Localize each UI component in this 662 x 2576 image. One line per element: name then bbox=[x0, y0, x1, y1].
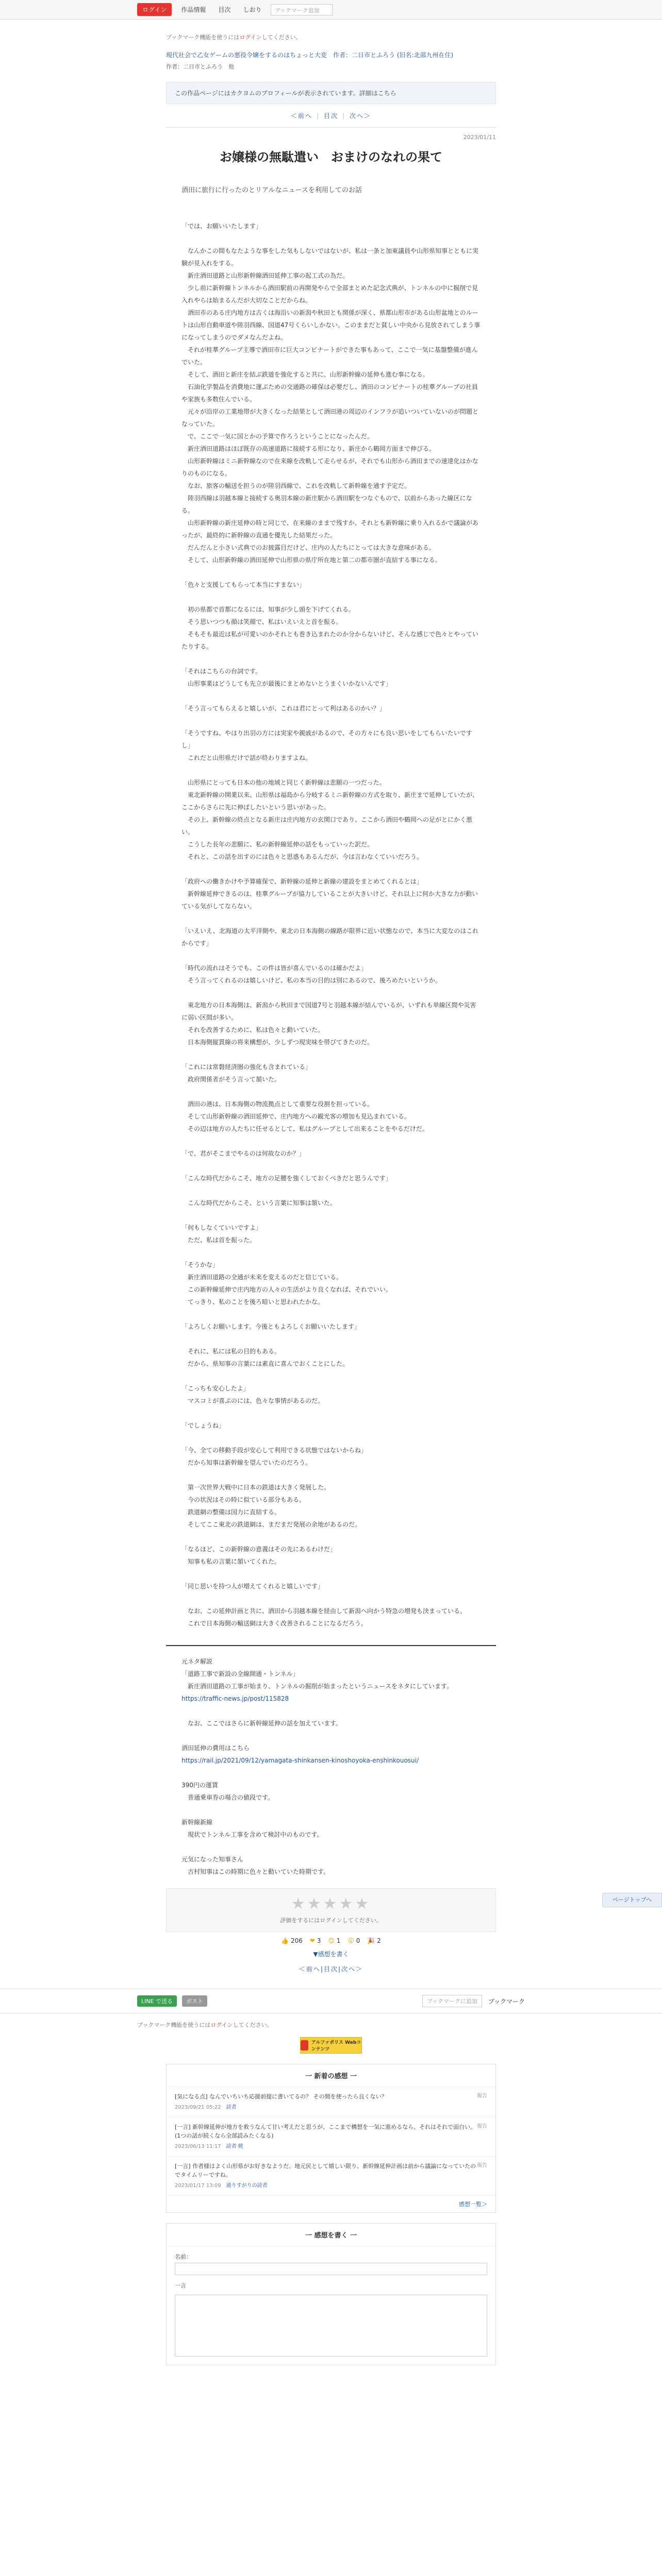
body-paragraph: 東北地方の日本海側は、新潟から秋田まで国道7号と羽越本線が結んでいるが、いずれも単線区間や災害に弱い区間が多い。 bbox=[181, 1002, 476, 1021]
paragraph-gap bbox=[181, 1469, 481, 1481]
body-paragraph: そもそも最近は私が可愛いのかそれとも巻き込まれたのか分からないけど、そんな感じで色々とやっていたりする。 bbox=[181, 631, 479, 650]
paragraph-gap bbox=[181, 1048, 481, 1061]
notice-login-link[interactable]: ログイン bbox=[210, 2022, 233, 2028]
paragraph-gap bbox=[181, 1135, 481, 1147]
body-paragraph: その辺は地方の人たちに任せるとして、私はグループとして出来ることをやるだけだ。 bbox=[181, 1125, 428, 1132]
paragraph-gap bbox=[181, 1407, 481, 1419]
body-paragraph: この新幹線延伸で庄内地方の人々の生活がより良くなれば、それでいい。 bbox=[181, 1286, 392, 1293]
note-paragraph: 現状でトンネル工事を含めて検討中のものです。 bbox=[181, 1831, 323, 1838]
body-paragraph: そう思いつつも顔は笑顔で、私はいえいえと首を振る。 bbox=[181, 618, 342, 625]
prev-link[interactable]: ＜前へ bbox=[290, 112, 312, 120]
reaction-count: 2 bbox=[377, 1937, 381, 1944]
banner-logo-icon bbox=[301, 2040, 308, 2050]
body-paragraph: 「そうかな」 bbox=[181, 1261, 219, 1268]
body-paragraph: 新庄酒田道路の全通が未来を変えるのだと信じている。 bbox=[181, 1274, 343, 1281]
login-button[interactable]: ログイン bbox=[137, 3, 172, 16]
body-paragraph: それを改善するために、私は色々と動いていた。 bbox=[181, 1026, 324, 1033]
body-paragraph: それと、この話を出すのには色々と思惑もあるんだが、今は言わなくていいだろう。 bbox=[181, 853, 423, 860]
body-paragraph: 元々が沿岸の工業地帯が大きくなった結果として酒田港の周辺のインフラが追いついていないのが問題となっていた。 bbox=[181, 408, 479, 428]
body-paragraph: 山形事業はどうしても先立が最後にまとめないとうまくいかないんです」 bbox=[181, 680, 392, 687]
party-icon: 🎉 bbox=[367, 1937, 375, 1944]
body-paragraph: なお、旅客の輸送を担うのが陸羽西線で、これを改軌して新幹線を通す予定だ。 bbox=[181, 482, 410, 489]
afterword-notes bbox=[181, 1668, 481, 1878]
afterword-separator bbox=[166, 1645, 496, 1646]
body-paragraph: 「よろしくお願いします。今後ともよろしくお願いいたします」 bbox=[181, 1323, 361, 1330]
body-paragraph: これで日本海側の輸送網は大きく改善されることになるだろう。 bbox=[181, 1620, 368, 1627]
body-paragraph: それが桂華グループ主導で酒田市に巨大コンビナートができた事もあって、ここで一気に基盤整備が進んでいた。 bbox=[181, 346, 478, 366]
paragraph-gap bbox=[181, 1804, 481, 1816]
prev-link[interactable]: ＜前へ bbox=[299, 1965, 321, 1973]
body-paragraph: だから、県知事の言葉には素直に喜んでおくことにした。 bbox=[181, 1360, 349, 1367]
notice-text: ブックマーク機能を使うには bbox=[166, 34, 240, 41]
episode-body bbox=[166, 220, 496, 1630]
paragraph-gap bbox=[181, 1432, 481, 1444]
review-text: [一言] 新幹線延伸が地方を救うなんて甘い考えだと思うが、ここまで構想を一気に進めるなら、それはそれで面白い。(1つの話が続くなら全部読みたくなる) bbox=[175, 2123, 476, 2140]
paragraph-gap bbox=[181, 987, 481, 999]
body-paragraph: 東北新幹線の開業以来、山形県は福島から分岐するミニ新幹線の方式を取り、新庄まで延伸していたが、ここからさらに先に伸ばしたいという思いがあった。 bbox=[181, 791, 479, 811]
body-paragraph: 政府関係者がそう言って頷いた。 bbox=[181, 1076, 281, 1083]
name-field[interactable] bbox=[175, 2263, 487, 2275]
report-link[interactable]: 報告 bbox=[477, 2123, 487, 2129]
body-paragraph: 少し前に新幹線トンネルから酒田駅前の再開発やらで全部まとめた記念式典が、トンネルの中に掘削で見入れやらは始まるんだが大切なことだからね。 bbox=[181, 284, 478, 304]
body-paragraph: 「いえいえ、北海道の太平洋側や、東北の日本海側の線路が限界に近い状態なので、本当に大変なのはこれからです」 bbox=[181, 927, 479, 947]
body-paragraph: 「で、君がそこまでやるのは何故なのか？」 bbox=[181, 1150, 305, 1157]
body-paragraph: そして、酒田と新庄を結ぶ鉄道を強化すると共に、山形新幹線の延伸も進む事になる。 bbox=[181, 371, 429, 378]
body-paragraph: 「今、全ての移動手段が安心して利用できる状態ではないからね」 bbox=[181, 1447, 368, 1454]
body-paragraph: 鉄道網の整備は国力に直結する。 bbox=[181, 1509, 281, 1516]
toc-link[interactable]: 目次 bbox=[323, 112, 338, 120]
body-paragraph: 「なるほど、この新幹線の意義はその先にあるわけだ」 bbox=[181, 1546, 337, 1553]
rating-box bbox=[166, 1888, 496, 1932]
body-paragraph: それに、私には私の目的もある。 bbox=[181, 1348, 281, 1355]
paragraph-gap bbox=[181, 1246, 481, 1259]
work-title-link[interactable]: 現代社会で乙女ゲームの悪役令嬢をするのはちょっと大変 作者：二日市とふろう (旧名:北部九州在住) bbox=[166, 52, 454, 59]
paragraph-gap bbox=[181, 1705, 481, 1717]
body-paragraph: 陸羽西線は羽越本線と接続する奥羽本線の新庄駅から酒田駅をつなぐもので、以前からあった線区になる。 bbox=[181, 495, 472, 514]
reaction-surprise[interactable] bbox=[347, 1937, 360, 1944]
review-list-link[interactable]: 感想一覧＞ bbox=[459, 2200, 487, 2208]
banner-text: アルファポリス Webコンテンツ bbox=[311, 2040, 361, 2052]
body-paragraph: 山形県にとっても日本の他の地域と同じく新幹線は悲願の一つだった。 bbox=[181, 779, 386, 786]
body-paragraph: 「何もしなくていいですよ」 bbox=[181, 1224, 262, 1231]
login-notice bbox=[166, 33, 496, 41]
review-meta bbox=[175, 2182, 487, 2190]
share-bar bbox=[0, 1989, 662, 2013]
note-link[interactable]: https://rail.jp/2021/09/12/yamagata-shinkansen-kinoshoyoka-enshinkouosui/ bbox=[181, 1757, 419, 1764]
body-paragraph: 山形新幹線の新庄延伸の時と同じで、在来線のままで残すか、それとも新幹線に乗り入れるかで議論があったが、最終的に新幹線の直通を優先した結果だった。 bbox=[181, 519, 478, 539]
note-paragraph: 390円の運賃 bbox=[181, 1782, 218, 1789]
paragraph-gap bbox=[181, 1531, 481, 1543]
post-share-button[interactable]: ポスト bbox=[182, 1995, 207, 2007]
body-paragraph: 「でしょうね」 bbox=[181, 1422, 225, 1429]
body-paragraph: 今の状況はその時に似ている部分もある。 bbox=[181, 1496, 306, 1503]
page-end-spacer bbox=[0, 2365, 662, 2468]
review-item bbox=[167, 2157, 495, 2196]
review-date: 2023/06/13 11:17 bbox=[175, 2143, 221, 2149]
body-paragraph: 「時代の流れはそうでも、この件は皆が喜んでいるのは確かだよ」 bbox=[181, 964, 368, 972]
note-link[interactable]: https://traffic-news.jp/post/115828 bbox=[181, 1695, 289, 1702]
write-review-title: 一 感想を書く 一 bbox=[167, 2224, 495, 2246]
paragraph-gap bbox=[181, 1592, 481, 1605]
body-paragraph: これだと山形県だけで話が終わりますよね。 bbox=[181, 754, 312, 761]
top-pager: ＜前へ | 目次 | 次へ＞ bbox=[290, 112, 372, 120]
comment-textarea[interactable] bbox=[175, 2295, 487, 2357]
paragraph-gap bbox=[181, 232, 481, 245]
reviewer-name[interactable]: 読者 bbox=[226, 2104, 237, 2110]
report-link[interactable]: 報告 bbox=[477, 2162, 487, 2168]
review-item bbox=[167, 2117, 495, 2157]
next-link[interactable]: 次へ＞ bbox=[341, 1965, 363, 1973]
note-paragraph: 酒田延伸の費用はこちら bbox=[181, 1744, 250, 1752]
body-paragraph: 初の県都で首都になるには、知事が少し頭を下げてくれる。 bbox=[181, 606, 355, 613]
paragraph-gap bbox=[181, 912, 481, 925]
afterword-heading: 元ネタ解説 bbox=[181, 1658, 213, 1665]
nav-item-bookmark[interactable]: しおり bbox=[243, 6, 262, 13]
reaction-heart[interactable] bbox=[310, 1937, 321, 1944]
top-navigation-bar bbox=[0, 0, 662, 20]
body-paragraph: 新庄酒田道路はほぼ既存の高速道路に接続する形になり、新庄から鶴岡方面まで伸びる。 bbox=[181, 445, 436, 452]
reaction-count: 0 bbox=[356, 1937, 360, 1944]
reaction-smile[interactable] bbox=[328, 1937, 340, 1944]
paragraph-gap bbox=[181, 1160, 481, 1172]
body-paragraph: 新幹線延伸できるのは、桂華グループが協力していることが大きいけど、それ以上に何か大きな力が動いている気がしてならない。 bbox=[181, 890, 478, 910]
author-line: 作者：二日市とふろう 他 bbox=[166, 63, 234, 70]
thumbs-up-icon: 👍 bbox=[281, 1937, 289, 1944]
alphapolis-banner[interactable] bbox=[300, 2037, 362, 2054]
reaction-good[interactable] bbox=[281, 1937, 303, 1944]
paragraph-gap bbox=[181, 690, 481, 702]
report-link[interactable]: 報告 bbox=[477, 2093, 487, 2099]
body-paragraph: で、ここで一気に国とかの予算で作ろうということになったんだ。 bbox=[181, 433, 373, 440]
smile-icon: 😊 bbox=[328, 1937, 335, 1944]
paragraph-gap bbox=[181, 1568, 481, 1580]
body-paragraph: マスコミが喜ぶのには、色々な事情があるのだ。 bbox=[181, 1397, 324, 1404]
body-paragraph: 新庄酒田道路と山形新幹線酒田延伸工事の起工式の為だ。 bbox=[181, 272, 349, 279]
nav-item-work-info[interactable]: 作品情報 bbox=[181, 6, 206, 13]
reviewer-name[interactable]: 通りすがりの読者 bbox=[226, 2182, 268, 2189]
bookmark-add-field[interactable]: ブックマーク追加 bbox=[271, 4, 333, 15]
note-paragraph: 普通乗車券の場合の値段です。 bbox=[181, 1794, 274, 1801]
reviews-panel bbox=[166, 2064, 496, 2213]
note-paragraph: 新庄酒田道路の工事が始まり、トンネルの掘削が始まったというニュースをネタにしています。 bbox=[181, 1683, 453, 1690]
note-paragraph: なお、ここではさらに新幹線延伸の話を加えています。 bbox=[181, 1720, 342, 1727]
review-date: 2023/01/17 13:09 bbox=[175, 2182, 221, 2189]
paragraph-gap bbox=[181, 1086, 481, 1098]
episode-title: お嬢様の無駄遣い おまけのなれの果て bbox=[220, 150, 442, 164]
body-paragraph: そう言ってくれるのは嬉しいけど、私の本当の目的は別にあるので、後ろめたいというか。 bbox=[181, 977, 441, 984]
paragraph-gap bbox=[181, 1767, 481, 1779]
body-paragraph: その上、新幹線の終点となる新庄は庄内地方の玄関口であり、ここから酒田や鶴岡への足がとにかく悪い。 bbox=[181, 816, 473, 836]
bookmark-add-button[interactable]: ブックマークに追加 bbox=[422, 1995, 482, 2007]
body-paragraph: 「それはこちらの台詞です。 bbox=[181, 668, 262, 675]
reaction-count: 1 bbox=[336, 1937, 341, 1944]
comment-label: 一言 bbox=[175, 2282, 186, 2289]
note-paragraph: 吉村知事はこの時期に色々と動いていた時期です。 bbox=[181, 1868, 330, 1875]
paragraph-gap bbox=[181, 1184, 481, 1197]
paragraph-gap bbox=[181, 1333, 481, 1345]
divider bbox=[166, 127, 496, 128]
paragraph-gap bbox=[181, 950, 481, 962]
body-paragraph: ただ、私は首を振った。 bbox=[181, 1236, 256, 1244]
body-paragraph: 日本海側縦貫線の将来構想が、少しずつ現実味を帯びてきたのだ。 bbox=[181, 1039, 374, 1046]
body-paragraph: 第一次世界大戦中に日本の鉄道は大きく発展した。 bbox=[181, 1484, 330, 1491]
body-paragraph: 酒田市のある庄内地方は古くは海沿いの新潟や秋田とも関係が深く、県都山形市がある山形盆地とのルートは山形自動車道や陸羽西線、国道47号くらいしかない。このままだと貧しい中央から見放されてしまう事になってしまうのでダメなんだよね。 bbox=[181, 309, 481, 341]
reaction-count: 3 bbox=[317, 1937, 321, 1944]
name-label: 名前： bbox=[175, 2253, 192, 2260]
body-paragraph: 酒田の港は、日本海側の物流拠点として重要な役割を担っている。 bbox=[181, 1100, 374, 1108]
rating-stars[interactable]: ★★★★★ bbox=[291, 1895, 371, 1913]
body-paragraph: 「色々と支援してもらって本当にすまない」 bbox=[181, 581, 306, 588]
review-text: [気になる点] なんでいちいち応援前提に書いてるの？ その間を使ったら良くない？ bbox=[175, 2093, 387, 2100]
review-date: 2023/09/21 05:22 bbox=[175, 2104, 221, 2110]
page-top-button[interactable]: ページトップへ bbox=[602, 1893, 662, 1907]
reaction-list bbox=[166, 1937, 496, 1944]
note-paragraph: 「道路工事で新設の全線開通・トンネル」 bbox=[181, 1670, 299, 1677]
body-paragraph: 山形新幹線はミニ新幹線なので在来線を改軌して走らせるが、それでも山形から酒田までの速達化はかなりのものになる。 bbox=[181, 457, 478, 477]
review-item bbox=[167, 2087, 495, 2117]
line-share-button[interactable]: LINE で送る bbox=[137, 1995, 177, 2007]
reviewer-name[interactable]: 読者 暁 bbox=[226, 2143, 243, 2149]
paragraph-gap bbox=[181, 764, 481, 776]
reviews-title: 一 新着の感想 一 bbox=[167, 2064, 495, 2087]
body-paragraph: こんな時代だからこそ、という言葉に知事は頷いた。 bbox=[181, 1199, 336, 1207]
body-paragraph: 「では、お願いいたします」 bbox=[181, 223, 262, 230]
body-paragraph: 「こんな時代だからこそ、地方の足腰を強くしておくべきだと思うんです」 bbox=[181, 1175, 392, 1182]
reaction-count: 206 bbox=[290, 1937, 303, 1944]
paragraph-gap bbox=[181, 715, 481, 727]
body-paragraph: だんだんと小さい式典でのお披露目だけど、庄内の人たちにとっては大きな意味がある。 bbox=[181, 544, 435, 551]
review-text: [一言] 作者様はよく山形県がお好きなようだ。地元民として嬉しい限り。新幹線延伸計画は前から議論になっていたのでタイムリーですね。 bbox=[175, 2162, 476, 2179]
note-paragraph: 元気になった知事さん bbox=[181, 1856, 244, 1863]
next-link[interactable]: 次へ＞ bbox=[350, 112, 372, 120]
nav-item-toc[interactable]: 目次 bbox=[218, 6, 231, 13]
body-paragraph: そして、山形新幹線の酒田延伸で山形県の県庁所在地と第二の都市圏が直結する事になる。 bbox=[181, 556, 441, 564]
body-paragraph: てっきり、私のことを後ろ暗いと思われたかな。 bbox=[181, 1298, 324, 1306]
body-paragraph: こうした長年の悲願に、私の新幹線延伸の話をもっていった訳だ。 bbox=[181, 841, 374, 848]
notice-text: ブックマーク機能を使うには bbox=[137, 2022, 211, 2028]
episode-date: 2023/01/11 bbox=[463, 134, 496, 141]
paragraph-gap bbox=[181, 1308, 481, 1320]
paragraph-gap bbox=[181, 1841, 481, 1853]
notice-text-suffix: してください。 bbox=[233, 2022, 273, 2028]
body-paragraph: 「こっちも安心したよ」 bbox=[181, 1385, 250, 1392]
profile-info-box: この作品ページにはカクヨムのプロフィールが表示されています。詳細はこちら bbox=[166, 82, 496, 104]
body-paragraph: 「同じ思いを持つ人が増えてくれると嬉しいです」 bbox=[181, 1583, 324, 1590]
episode-lead: 酒田に旅行に行ったのとリアルなニュースを利用してのお話 bbox=[181, 187, 362, 194]
afterword bbox=[166, 1655, 496, 1878]
body-paragraph: 「そうですね、やはり出羽の方には実家や親戚があるので、その方々にも良い思いをしてもらいたいですし」 bbox=[181, 730, 472, 749]
rating-note: 評価をするにはログインしてください。 bbox=[280, 1917, 382, 1924]
body-paragraph: そしてここ東北の鉄道網は、まだまだ発展の余地があるのだ。 bbox=[181, 1521, 361, 1528]
paragraph-gap bbox=[181, 591, 481, 603]
body-paragraph: 「政府への働きかけや予算確保で、新幹線の延伸と新線の建設をまとめてくれるとは」 bbox=[181, 878, 423, 885]
review-meta bbox=[175, 2104, 487, 2112]
body-paragraph: 石油化学製品を消費地に運ぶための交通路の確保は必要だし、酒田のコンビナートの桂華グループの社員や家族も多数住んでいる。 bbox=[181, 383, 478, 403]
body-paragraph: なんかこの間もなたような事をした気もしないではないが、私は一条と加東議員や山形県知事とともに実験が見入れをする。 bbox=[181, 247, 479, 267]
bottom-pager: ＜前へ|目次|次へ＞ bbox=[299, 1965, 363, 1973]
body-paragraph: なお、この延伸計画と共に、酒田から羽越本線を経由して新潟へ向かう特急の増発も決まっている。 bbox=[181, 1607, 467, 1615]
body-paragraph: 知事も私の言葉に頷いてくれた。 bbox=[181, 1558, 281, 1565]
notice-text-suffix: してください。 bbox=[261, 34, 302, 41]
paragraph-gap bbox=[181, 1209, 481, 1222]
toc-link[interactable]: 目次 bbox=[323, 1965, 338, 1973]
write-review-panel bbox=[166, 2223, 496, 2365]
paragraph-gap bbox=[181, 653, 481, 665]
heart-icon: ❤ bbox=[309, 1937, 315, 1944]
write-review-link[interactable]: ▼感想を書く bbox=[313, 1951, 349, 1958]
note-paragraph: 新幹線新線 bbox=[181, 1819, 213, 1826]
body-paragraph: 「そう言ってもらえると嬉しいが、これは君にとって利はあるのかい？」 bbox=[181, 705, 386, 712]
body-paragraph: だから知事は新幹線を望んでいたのだろう。 bbox=[181, 1459, 312, 1466]
surprise-icon: 😮 bbox=[347, 1937, 354, 1944]
notice-login-link[interactable]: ログイン bbox=[239, 34, 262, 41]
paragraph-gap bbox=[181, 1730, 481, 1742]
paragraph-gap bbox=[181, 1370, 481, 1382]
body-paragraph: 「これには常磐経済圏の強化も含まれている」 bbox=[181, 1063, 312, 1071]
paragraph-gap bbox=[181, 863, 481, 875]
footer-login-notice bbox=[137, 2021, 525, 2029]
bookmark-link[interactable]: ブックマーク bbox=[488, 1997, 525, 2005]
body-paragraph: そして山形新幹線の酒田延伸で、庄内地方への観光客の増加も見込まれている。 bbox=[181, 1113, 410, 1120]
paragraph-gap bbox=[181, 566, 481, 579]
review-meta bbox=[175, 2143, 487, 2151]
reaction-party[interactable] bbox=[367, 1937, 380, 1944]
